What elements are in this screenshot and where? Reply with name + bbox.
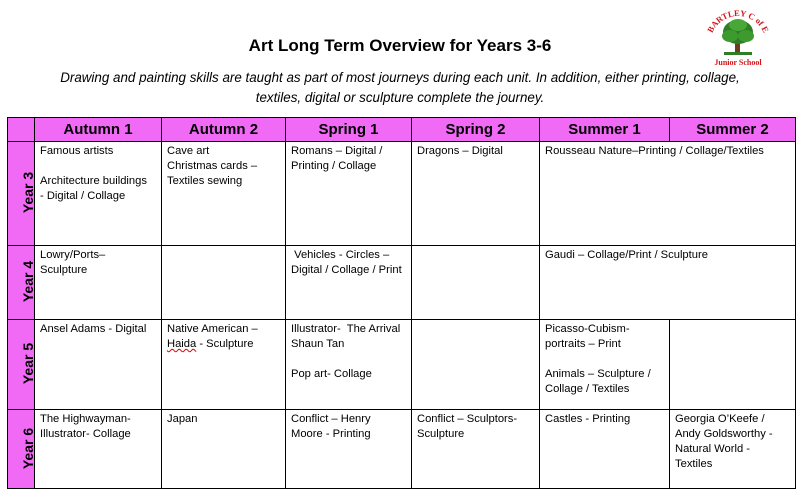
cell-y4-spring-1: Vehicles - Circles – Digital / Collage / Print xyxy=(286,246,412,320)
cell-y6-summer-2: Georgia O’Keefe / Andy Goldsworthy - Natural World - Textiles xyxy=(670,410,796,489)
cell-y4-spring-2 xyxy=(412,246,540,320)
row-header-year-4: Year 4 xyxy=(8,246,35,320)
row-header-year-5: Year 5 xyxy=(8,320,35,410)
page-title: Art Long Term Overview for Years 3-6 xyxy=(248,36,552,55)
column-header-summer-2: Summer 2 xyxy=(670,118,796,142)
cell-y4-autumn-2 xyxy=(162,246,286,320)
subtitle-line-1: Drawing and painting skills are taught as part of most journeys during each unit. In addition, either printing, collage, xyxy=(60,70,740,85)
cell-y3-summer: Rousseau Nature–Printing / Collage/Textiles xyxy=(540,142,796,246)
header-row xyxy=(8,118,796,142)
cell-y4-summer: Gaudi – Collage/Print / Sculpture xyxy=(540,246,796,320)
cell-y6-spring-1: Conflict – Henry Moore - Printing xyxy=(286,410,412,489)
cell-y3-autumn-1: Famous artists Architecture buildings - Digital / Collage xyxy=(35,142,162,246)
cell-y4-autumn-1: Lowry/Ports– Sculpture xyxy=(35,246,162,320)
logo-top-text: BARTLEY C of E xyxy=(704,7,772,35)
column-header-autumn-1: Autumn 1 xyxy=(35,118,162,142)
cell-y5-autumn-2: Native American – Haida - Sculpture xyxy=(162,320,286,410)
column-header-summer-1: Summer 1 xyxy=(540,118,670,142)
row-header-year-6: Year 6 xyxy=(8,410,35,489)
cell-y3-spring-2: Dragons – Digital xyxy=(412,142,540,246)
column-header-spring-2: Spring 2 xyxy=(412,118,540,142)
cell-y5-spring-2 xyxy=(412,320,540,410)
column-header-spring-1: Spring 1 xyxy=(286,118,412,142)
cell-y5-spring-1: Illustrator- The Arrival Shaun Tan Pop art- Collage xyxy=(286,320,412,410)
cell-y6-autumn-1: The Highwayman- Illustrator- Collage xyxy=(35,410,162,489)
table-row xyxy=(8,246,796,320)
cell-y6-summer-1: Castles - Printing xyxy=(540,410,670,489)
table-row xyxy=(8,410,796,489)
cell-y5-summer-2 xyxy=(670,320,796,410)
table-row xyxy=(8,320,796,410)
cell-y3-autumn-2: Cave art Christmas cards – Textiles sewing xyxy=(162,142,286,246)
corner-cell xyxy=(8,118,35,142)
cell-y3-spring-1: Romans – Digital / Printing / Collage xyxy=(286,142,412,246)
cell-y6-spring-2: Conflict – Sculptors- Sculpture xyxy=(412,410,540,489)
row-header-year-3: Year 3 xyxy=(8,142,35,246)
overview-table xyxy=(7,117,796,489)
cell-y5-summer-1: Picasso-Cubism- portraits – Print Animals – Sculpture / Collage / Textiles xyxy=(540,320,670,410)
cell-y6-autumn-2: Japan xyxy=(162,410,286,489)
page-subtitle xyxy=(40,68,760,108)
column-header-autumn-2: Autumn 2 xyxy=(162,118,286,142)
subtitle-line-2: textiles, digital or sculpture complete the journey. xyxy=(255,90,545,105)
cell-y5-autumn-1: Ansel Adams - Digital xyxy=(35,320,162,410)
logo-bottom-text: Junior School xyxy=(714,58,762,67)
table-row xyxy=(8,142,796,246)
